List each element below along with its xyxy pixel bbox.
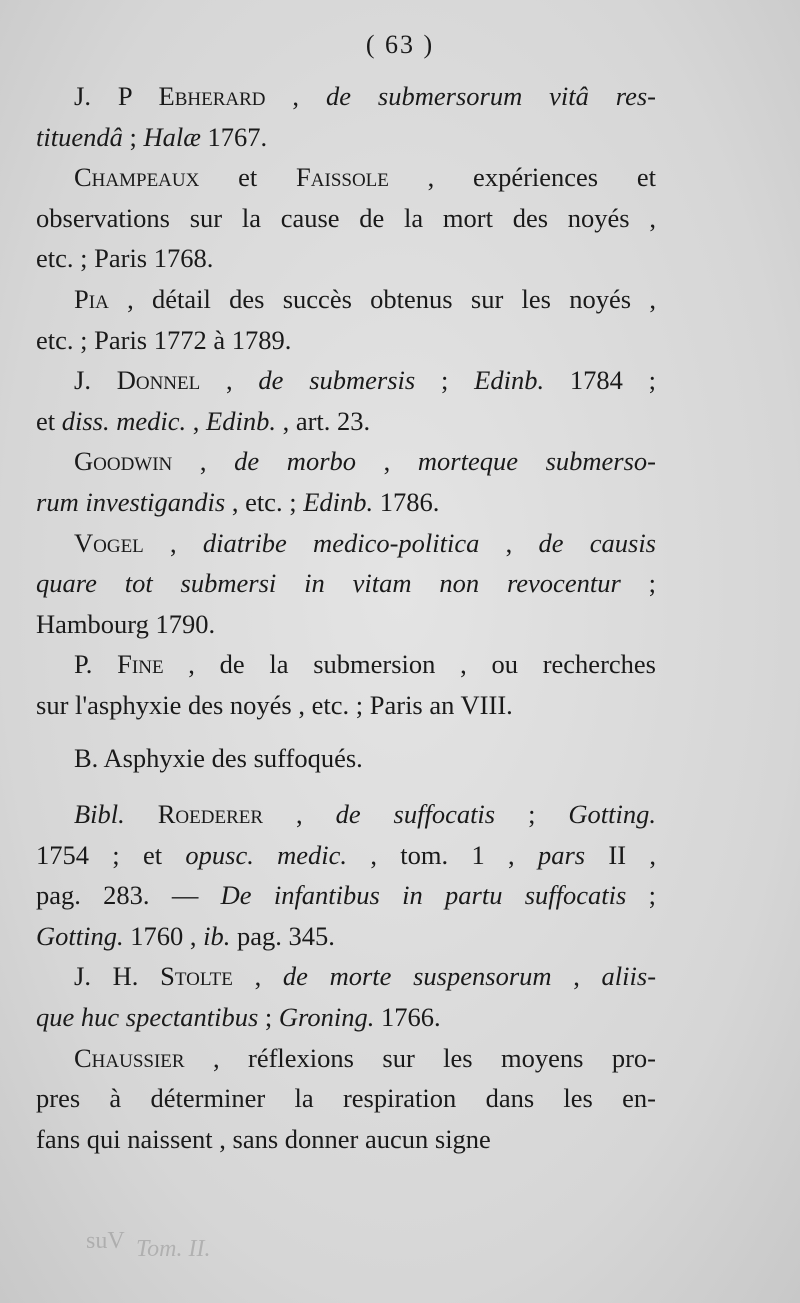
- text-line: [36, 482, 656, 523]
- italic-text: Gotting.: [568, 799, 656, 830]
- bibliography-entry: [36, 523, 656, 645]
- text-span: ,: [265, 81, 326, 111]
- text-span: et: [36, 405, 62, 436]
- bibliography-entry: [36, 1038, 656, 1160]
- author-name: Roederer: [157, 799, 264, 830]
- italic-text: Halæ: [143, 121, 201, 152]
- text-span: 1786.: [373, 486, 440, 517]
- author-name: Goodwin: [74, 446, 173, 477]
- bibliography-entry: [36, 360, 656, 441]
- text-span: 1760 ,: [123, 920, 204, 951]
- italic-text: ib.: [203, 920, 231, 951]
- text-line: [36, 644, 656, 685]
- text-line: [36, 1038, 656, 1079]
- italic-text: tituendâ: [36, 121, 123, 152]
- text-line: [36, 685, 656, 726]
- show-through-footer: [0, 1228, 800, 1268]
- text-span: ;: [258, 1002, 279, 1033]
- text-span: Hambourg 1790.: [36, 608, 216, 639]
- footer-left-text: suV: [86, 1228, 125, 1254]
- text-line: [36, 238, 656, 279]
- italic-text: Edinb.: [474, 365, 545, 396]
- text-span: pag. 345.: [230, 920, 335, 951]
- italic-text: que huc spectantibus: [36, 1002, 259, 1033]
- author-name: Fine: [117, 649, 164, 680]
- text-line: [36, 198, 656, 239]
- text-line: [36, 279, 656, 320]
- author-name: Stolte: [160, 961, 233, 992]
- author-name: Vogel: [74, 527, 144, 558]
- author-name: Champeaux: [74, 162, 200, 193]
- bibliography-entry: [36, 794, 656, 956]
- text-span: ;: [122, 121, 144, 152]
- text-span: J. H.: [74, 961, 161, 992]
- author-name: J. P: [74, 81, 159, 111]
- italic-text: diatribe medico-politica: [202, 527, 480, 558]
- text-span: ,: [479, 527, 539, 558]
- text-span: 1767.: [200, 121, 268, 152]
- author-name: Faissole: [296, 162, 389, 193]
- italic-text: Bibl.: [74, 799, 125, 830]
- bibliography-entry: [36, 76, 656, 157]
- italic-text: Edinb.: [303, 486, 374, 517]
- bibliography-entry: [36, 956, 656, 1037]
- text-span: ,: [356, 446, 418, 477]
- bibliography-entry: [36, 441, 656, 522]
- page-number: ( 63 ): [365, 30, 435, 59]
- italic-text: opusc. medic.: [185, 839, 348, 870]
- text-line: [36, 794, 656, 835]
- text-line: [36, 117, 656, 158]
- text-line: [36, 956, 656, 997]
- text-span: ;: [620, 568, 656, 599]
- text-span: et: [199, 162, 297, 193]
- author-name: Chaussier: [74, 1042, 185, 1073]
- italic-text: aliis-: [601, 961, 657, 992]
- text-span: pag. 283. —: [36, 880, 221, 911]
- text-line: [36, 1119, 656, 1160]
- text-span: 1754 ; et: [36, 839, 186, 870]
- text-span: B. Asphyxie des suffoqués.: [74, 742, 363, 773]
- italic-text: de morbo: [234, 446, 357, 477]
- italic-text: de suffocatis: [335, 799, 496, 830]
- bibliography-entry: [36, 644, 656, 725]
- text-span: , détail des succès obtenus sur les noyés ,: [108, 283, 656, 314]
- text-span: II ,: [585, 839, 656, 870]
- bibliography-entry: [36, 157, 656, 279]
- italic-text: quare tot submersi in vitam non revocentur: [36, 568, 621, 599]
- text-span: , réflexions sur les moyens pro-: [184, 1042, 656, 1073]
- italic-text: de morte suspensorum: [282, 961, 552, 992]
- text-line: [36, 157, 656, 198]
- text-span: sur l'asphyxie des noyés , etc. ; Paris an VIII.: [36, 689, 513, 720]
- text-line: [36, 76, 656, 117]
- text-span: etc. ; Paris 1772 à 1789.: [36, 324, 292, 355]
- text-line: [36, 997, 656, 1038]
- text-line: [36, 320, 656, 361]
- italic-text: de submersorum vitâ res-: [325, 81, 657, 111]
- italic-text: de causis: [538, 527, 656, 558]
- text-span: observations sur la cause de la mort des noyés ,: [36, 202, 656, 233]
- text-span: , art. 23.: [275, 405, 371, 436]
- text-line: [36, 916, 656, 957]
- text-span: 1766.: [374, 1002, 441, 1033]
- italic-text: Groning.: [278, 1002, 375, 1033]
- italic-text: pars: [537, 839, 586, 870]
- text-span: ,: [172, 446, 235, 477]
- text-span: , expériences et: [388, 162, 657, 193]
- text-span: ,: [551, 961, 602, 992]
- text-line: [36, 604, 656, 645]
- text-span: ,: [232, 961, 283, 992]
- text-span: ,: [200, 365, 259, 396]
- text-span: ;: [495, 799, 569, 830]
- text-span: , tom. 1 ,: [347, 839, 538, 870]
- author-name: Ebherard: [158, 81, 266, 111]
- text-span: ,: [143, 527, 203, 558]
- italic-text: Gotting.: [36, 920, 124, 951]
- italic-text: Edinb.: [206, 405, 276, 436]
- italic-text: De infantibus in partu suffocatis: [220, 880, 627, 911]
- bibliography-entry: [36, 279, 656, 360]
- text-span: , etc. ;: [225, 486, 304, 517]
- italic-text: morteque submerso-: [417, 446, 657, 477]
- text-span: ;: [415, 365, 475, 396]
- text-span: [125, 799, 158, 829]
- page-text: [36, 76, 656, 1159]
- text-span: ,: [263, 799, 336, 830]
- text-line: [36, 563, 656, 604]
- text-line: [36, 360, 656, 401]
- section-heading: [36, 738, 656, 779]
- text-span: ;: [626, 880, 656, 911]
- footer-center-text: Tom. II.: [136, 1236, 211, 1262]
- text-span: P.: [74, 649, 118, 680]
- text-line: [36, 835, 656, 876]
- text-span: , de la submersion , ou recherches: [163, 649, 656, 680]
- text-line: [36, 875, 656, 916]
- text-line: [36, 523, 656, 564]
- text-span: etc. ; Paris 1768.: [36, 243, 214, 274]
- text-line: [36, 401, 656, 442]
- author-name: Donnel: [116, 365, 201, 396]
- italic-text: diss. medic.: [61, 405, 187, 436]
- text-span: J.: [74, 365, 117, 396]
- italic-text: rum investigandis: [36, 486, 226, 517]
- italic-text: de submersis: [258, 365, 416, 396]
- text-line: [36, 441, 656, 482]
- text-span: fans qui naissent , sans donner aucun signe: [36, 1123, 491, 1154]
- author-name: Pia: [74, 283, 109, 314]
- text-span: ,: [186, 405, 207, 436]
- text-line: [36, 1078, 656, 1119]
- text-span: 1784 ;: [544, 365, 656, 396]
- text-span: pres à déterminer la respiration dans les en-: [36, 1083, 656, 1114]
